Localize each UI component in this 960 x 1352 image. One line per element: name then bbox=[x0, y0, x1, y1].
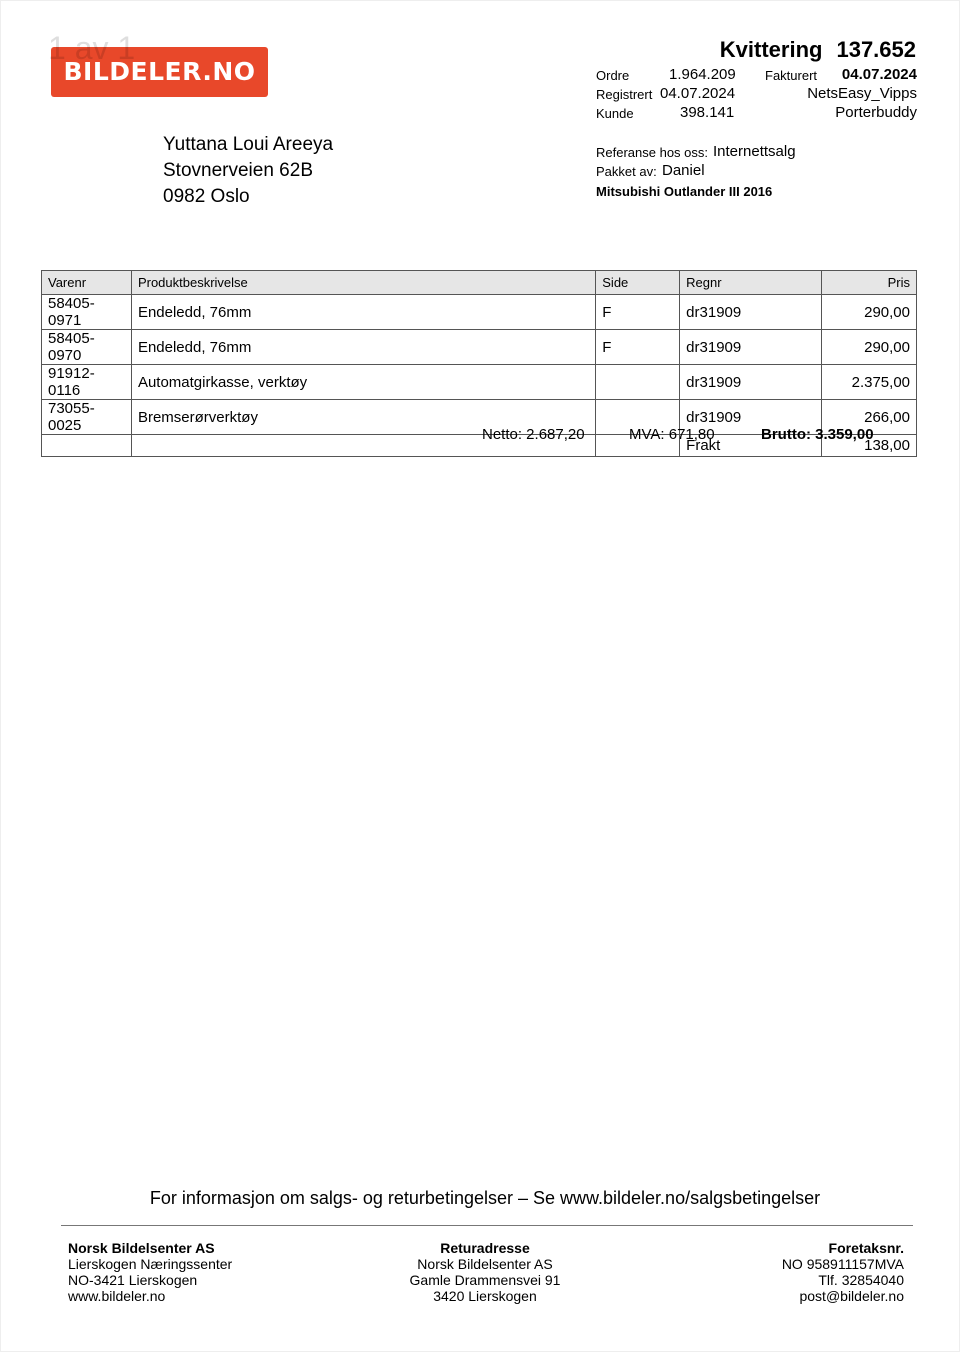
cell-description: Endeledd, 76mm bbox=[131, 330, 595, 365]
cell-varenr: 73055-0025 bbox=[42, 400, 132, 435]
footer-company-line2: NO-3421 Lierskogen bbox=[68, 1272, 198, 1288]
cell-side: F bbox=[596, 330, 680, 365]
vehicle-model: Mitsubishi Outlander III 2016 bbox=[596, 184, 773, 199]
receipt-title bbox=[720, 37, 916, 63]
cell-regnr: dr31909 bbox=[680, 400, 822, 435]
footer-return-address bbox=[385, 1240, 585, 1304]
kunde-value: 398.141 bbox=[680, 104, 735, 121]
fakturert-label: Fakturert bbox=[765, 68, 818, 83]
cell-varenr: 91912-0116 bbox=[42, 365, 132, 400]
kunde-label: Kunde bbox=[596, 106, 634, 121]
pakket-value: Daniel bbox=[662, 162, 705, 179]
total-brutto: Brutto: 3.359,00 bbox=[761, 426, 874, 443]
customer-name: Yuttana Loui Areeya bbox=[163, 134, 334, 155]
page-indicator: 1 av 1 bbox=[48, 30, 136, 66]
footer-return-line3: 3420 Lierskogen bbox=[433, 1288, 537, 1304]
col-regnr: Regnr bbox=[680, 271, 822, 295]
cell-side: F bbox=[596, 295, 680, 330]
cell-pris: 2.375,00 bbox=[822, 365, 917, 400]
terms-info-line: For informasjon om salgs- og returbetingelser – Se www.bildeler.no/salgsbetingelser bbox=[149, 1188, 821, 1208]
customer-address bbox=[163, 132, 333, 210]
footer-company-line1: Lierskogen Næringssenter bbox=[68, 1256, 233, 1272]
table-header-row bbox=[42, 271, 917, 295]
footer-company-line3: www.bildeler.no bbox=[68, 1288, 166, 1304]
referanse-label: Referanse hos oss: bbox=[596, 145, 709, 160]
col-pris: Pris bbox=[822, 271, 917, 295]
footer-return-line2: Gamle Drammensvei 91 bbox=[409, 1272, 561, 1288]
table-row bbox=[42, 295, 917, 330]
cell-regnr: dr31909 bbox=[680, 295, 822, 330]
footer-divider bbox=[61, 1225, 913, 1226]
cell-varenr: 58405-0970 bbox=[42, 330, 132, 365]
footer-company-title: Norsk Bildelsenter AS bbox=[68, 1240, 215, 1256]
col-side: Side bbox=[596, 271, 680, 295]
payment-method: NetsEasy_Vipps bbox=[807, 85, 917, 102]
cell-description: Endeledd, 76mm bbox=[131, 295, 595, 330]
customer-street: Stovnerveien 62B bbox=[163, 160, 313, 181]
table-row bbox=[42, 365, 917, 400]
cell-varenr bbox=[42, 435, 132, 457]
footer-org-title: Foretaksnr. bbox=[828, 1240, 904, 1256]
cell-regnr: dr31909 bbox=[680, 330, 822, 365]
col-varenr: Varenr bbox=[42, 271, 132, 295]
ordre-label: Ordre bbox=[596, 68, 630, 83]
registrert-value: 04.07.2024 bbox=[660, 85, 736, 102]
cell-description: Automatgirkasse, verktøy bbox=[131, 365, 595, 400]
pakket-label: Pakket av: bbox=[596, 164, 657, 179]
total-netto: Netto: 2.687,20 bbox=[482, 426, 585, 443]
cell-varenr: 58405-0971 bbox=[42, 295, 132, 330]
referanse-value: Internettsalg bbox=[713, 143, 796, 160]
cell-pris: 290,00 bbox=[822, 295, 917, 330]
shipping-method: Porterbuddy bbox=[835, 104, 917, 121]
cell-pris: 138,00 bbox=[822, 435, 917, 457]
footer-return-title: Returadresse bbox=[440, 1240, 530, 1256]
footer-org-line2: Tlf. 32854040 bbox=[818, 1272, 904, 1288]
total-mva: MVA: 671,80 bbox=[629, 426, 715, 443]
footer-org-line3: post@bildeler.no bbox=[799, 1288, 904, 1304]
cell-regnr: dr31909 bbox=[680, 365, 822, 400]
table-row bbox=[42, 330, 917, 365]
footer-org-line1: NO 958911157MVA bbox=[781, 1256, 904, 1272]
cell-pris: 290,00 bbox=[822, 330, 917, 365]
ordre-value: 1.964.209 bbox=[669, 66, 736, 83]
footer-company bbox=[68, 1240, 232, 1304]
fakturert-value: 04.07.2024 bbox=[841, 66, 917, 83]
bildeler-logo: BILDELER.NO bbox=[51, 47, 268, 97]
cell-description: Bremserørverktøy bbox=[131, 400, 595, 435]
doc-type: Kvittering bbox=[719, 37, 823, 62]
doc-number: 137.652 bbox=[836, 37, 916, 62]
customer-city: 0982 Oslo bbox=[163, 186, 250, 207]
col-produktbeskrivelse: Produktbeskrivelse bbox=[131, 271, 595, 295]
registrert-label: Registrert bbox=[596, 87, 653, 102]
cell-side bbox=[596, 365, 680, 400]
cell-pris: 266,00 bbox=[822, 400, 917, 435]
cell-regnr: Frakt bbox=[680, 435, 822, 457]
footer-org bbox=[782, 1240, 904, 1304]
footer-return-line1: Norsk Bildelsenter AS bbox=[417, 1256, 553, 1272]
